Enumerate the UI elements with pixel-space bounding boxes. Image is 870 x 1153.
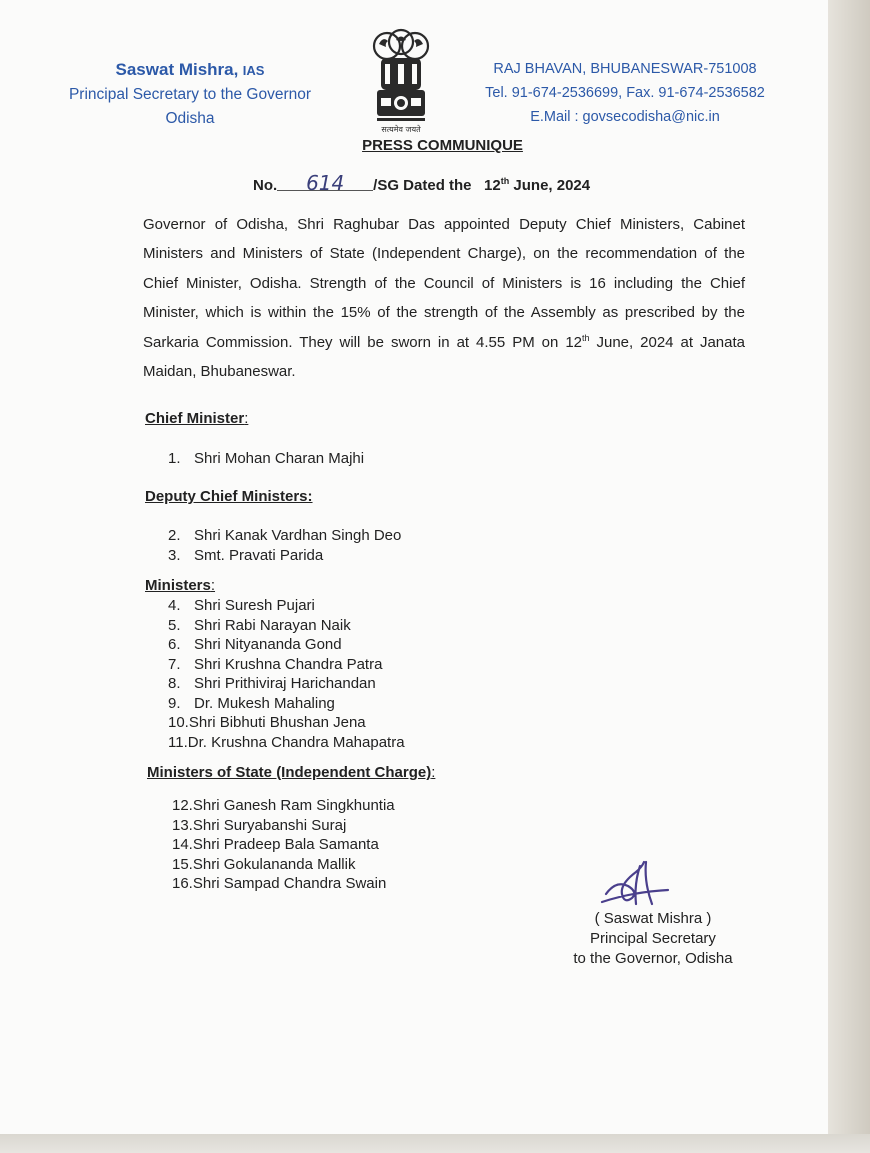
document-title: PRESS COMMUNIQUE bbox=[362, 137, 523, 154]
signature-icon bbox=[600, 858, 680, 910]
page-edge-bottom bbox=[0, 1134, 870, 1153]
list-item: 13.Shri Suryabanshi Suraj bbox=[172, 816, 347, 834]
officer-suffix: IAS bbox=[242, 63, 265, 78]
paragraph-ordinal: th bbox=[582, 332, 590, 343]
letterhead-right bbox=[470, 57, 780, 129]
paragraph-main: Governor of Odisha, Shri Raghubar Das appointed Deputy Chief Ministers, Cabinet Ministers and Ministers of State (Independent Charge), on the recommendation of the Chief Minister, Odisha. Strength of the Council of Ministers is 16 including the Chief Minister, which is within the 15% of the strength of the Assembly as prescribed by the Sarkaria Commission. They will be sworn in at 4.55 PM on 12 bbox=[143, 216, 745, 351]
officer-state: Odisha bbox=[165, 110, 215, 127]
announcement-paragraph bbox=[143, 210, 745, 386]
list-item: 16.Shri Sampad Chandra Swain bbox=[172, 875, 387, 892]
list-item: 2. Shri Kanak Vardhan Singh Deo bbox=[168, 527, 402, 544]
list-item: 7. Shri Krushna Chandra Patra bbox=[168, 655, 383, 673]
reference-no-label: No. bbox=[253, 177, 278, 194]
list-item: 15.Shri Gokulananda Mallik bbox=[172, 855, 356, 873]
list-item: 14.Shri Pradeep Bala Samanta bbox=[172, 836, 379, 853]
state-emblem-icon bbox=[363, 24, 439, 136]
list-item: 12.Shri Ganesh Ram Singkhuntia bbox=[172, 797, 395, 814]
list-item: 9. Dr. Mukesh Mahaling bbox=[168, 694, 335, 712]
list-ministers-of-state bbox=[172, 796, 395, 894]
emblem-motto: सत्यमेव जयते bbox=[381, 125, 421, 134]
officer-name: Saswat Mishra, bbox=[115, 60, 239, 79]
list-item: 8. Shri Prithiviraj Harichandan bbox=[168, 675, 376, 692]
list-item: 4. Shri Suresh Pujari bbox=[168, 597, 315, 614]
office-phone-fax: Tel. 91-674-2536699, Fax. 91-674-2536582 bbox=[485, 85, 765, 101]
letterhead-left bbox=[40, 58, 340, 131]
list-item: 1. Shri Mohan Charan Majhi bbox=[168, 450, 365, 467]
office-email: E.Mail : govsecodisha@nic.in bbox=[530, 109, 720, 125]
heading-chief-minister: Chief Minister: bbox=[145, 410, 249, 427]
list-item: 3. Smt. Pravati Parida bbox=[168, 546, 324, 564]
office-address: RAJ BHAVAN, BHUBANESWAR-751008 bbox=[493, 61, 757, 77]
reference-date-ordinal: th bbox=[500, 176, 510, 186]
signatory-title-line2: to the Governor, Odisha bbox=[573, 950, 733, 967]
signatory-name: ( Saswat Mishra ) bbox=[594, 910, 712, 927]
reference-line bbox=[253, 171, 591, 195]
signatory-title-line1: Principal Secretary bbox=[590, 930, 716, 947]
reference-date-rest: June, 2024 bbox=[513, 177, 591, 194]
list-chief-minister bbox=[168, 449, 364, 469]
signatory-block bbox=[548, 909, 758, 969]
officer-title: Principal Secretary to the Governor bbox=[68, 86, 312, 103]
list-ministers bbox=[168, 596, 405, 752]
list-item: 10.Shri Bibhuti Bhushan Jena bbox=[168, 714, 366, 731]
list-item: 5. Shri Rabi Narayan Naik bbox=[168, 616, 351, 634]
reference-number: 614 bbox=[277, 176, 373, 191]
page-edge-right bbox=[828, 0, 870, 1153]
paragraph-end: June, 2024 at Janata Maidan, Bhubaneswar. bbox=[143, 333, 746, 381]
list-item: 11.Dr. Krushna Chandra Mahapatra bbox=[168, 733, 405, 751]
reference-suffix: /SG Dated the bbox=[373, 177, 472, 194]
heading-ministers: Ministers: bbox=[145, 577, 216, 594]
heading-ministers-of-state: Ministers of State (Independent Charge): bbox=[147, 764, 436, 781]
reference-date-day: 12 bbox=[484, 177, 501, 194]
list-item: 6. Shri Nityananda Gond bbox=[168, 636, 342, 653]
heading-deputy-chief-ministers: Deputy Chief Ministers: bbox=[145, 488, 313, 505]
list-deputy-chief-ministers bbox=[168, 526, 401, 565]
